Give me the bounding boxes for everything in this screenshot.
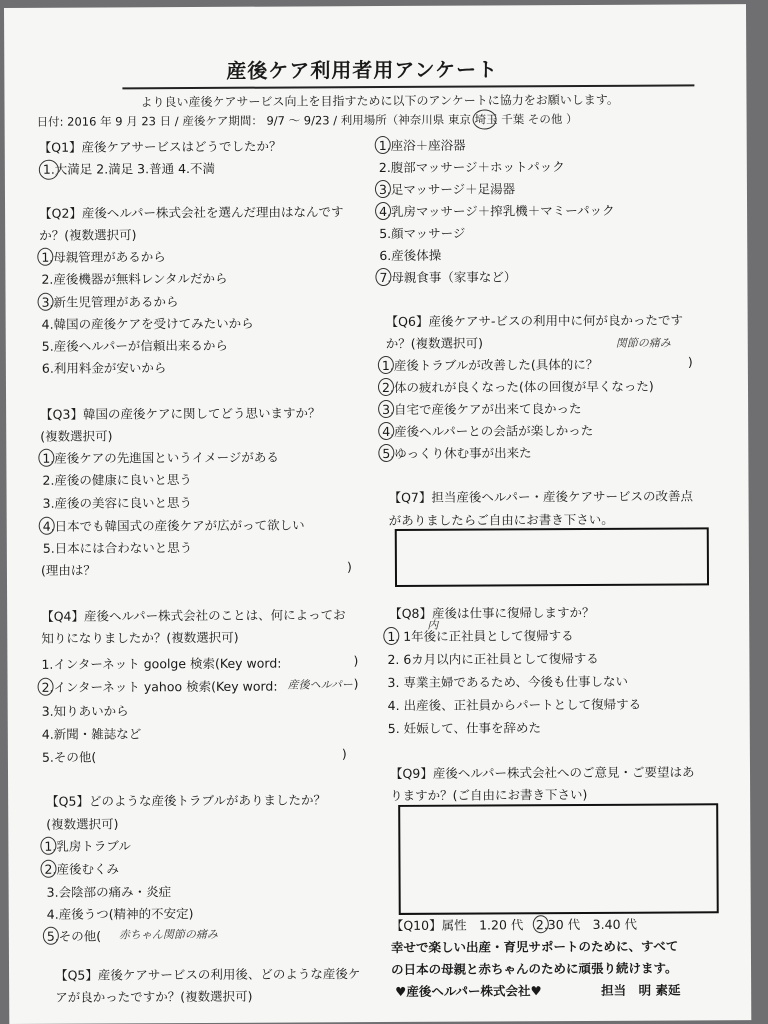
service-item: 4.乳房マッサージ＋搾乳機＋マミーパック [379,202,615,220]
q8-item: 3. 専業主婦であるため、今後も仕事しない [387,673,628,691]
q2-item: 1.母親管理があるから [41,249,166,265]
q3-reason-label: (理由は？ [40,562,96,578]
answer-circle [473,109,497,129]
q1-title: 【Q1】産後ケアサービスはどうでしたか？ [38,138,282,155]
q4-subtitle: 知りになりましたか？(複数選択可) [41,629,239,646]
title-rule [122,84,694,89]
service-item: 2.腹部マッサージ＋ホットパック [378,159,565,176]
q6-item: 2.体の疲れが良くなった(体の回復が早くなった) [381,378,654,396]
q3-item: 2.産後の健康に良いと思う [42,472,192,488]
q6-item: 4.産後ヘルパーとの会話が楽しかった [382,422,594,440]
q9-answer-box[interactable] [398,803,719,915]
q5-item: 2.産後むくみ [44,861,119,877]
q1-options: 1.大満足 2.満足 3.普通 4.不満 [42,160,216,177]
answer-circle [38,678,54,696]
q4-item: 5.その他( [41,749,97,765]
q4-handwritten-keyword: 産後ヘルパー [287,678,353,692]
q9-subtitle: りますか？(ご自由にお書き下さい) [390,786,588,803]
answer-circle [375,268,391,286]
service-item: 5.顔マッサージ [379,225,466,242]
q8-title: 【Q8】産後は仕事に復帰しますか？ [389,604,595,621]
q3-item: 4.日本でも韓国式の産後ケアが広がって欲しい [42,517,305,534]
q5-item: 3.会陰部の痛み・炎症 [46,884,172,900]
answer-circle [375,136,391,154]
q5-item: 1.乳房トラブル [44,838,131,854]
q5b-title: 【Q5】産後ケアサービスの利用後、どのような産後ケ [55,966,361,983]
q2-item: 4.韓国の産後ケアを受けてみたいから [41,315,254,332]
q6-close: ) [687,354,693,370]
q7-subtitle: がありましたらご自由にお書き下さい。 [388,511,614,528]
answer-circle [378,400,394,418]
q5-subtitle: (複数選択可) [46,816,119,832]
answer-circle [378,422,394,440]
answer-circle [38,449,54,467]
page-title: 産後ケア利用者用アンケート [226,57,499,83]
q9-title: 【Q9】産後ヘルパー株式会社へのご意見・ご要望はあ [389,764,695,781]
q3-item: 5.日本には合わないと思う [42,540,193,556]
q7-answer-box[interactable] [395,527,709,587]
q5b-subtitle: アが良かったですか？(複数選択可) [55,988,253,1005]
q8-item: 4. 出産後、正社員からパートとして復帰する [387,696,642,714]
service-item: 1.座浴＋座浴器 [378,137,466,154]
answer-circle [375,202,391,220]
answer-circle [383,627,399,645]
answer-circle [37,293,53,311]
q4-close: ) [341,746,347,762]
q3-item: 3.産後の美容に良いと思う [42,495,193,511]
answer-circle [533,915,549,933]
q6-item: 5.ゆっくり休む事が出来た [382,445,532,462]
answer-circle [39,160,59,180]
q3-item: 1.産後ケアの先進国というイメージがある [42,449,279,466]
closing-message: 幸せで楽しい出産・育児サポートのために、すべて [390,938,679,955]
q5-item: 5.その他( [46,928,102,944]
q4-close: ) [353,676,359,692]
q5-title: 【Q5】どのような産後トラブルがありましたか？ [46,792,326,809]
answer-circle [37,248,53,266]
q8-item: 1. 1年後に正社員として復帰する [387,628,574,645]
q6-item: 1.産後トラブルが改善した(具体的に？ [381,356,599,374]
answer-circle [40,860,56,878]
service-item: 6.産後体操 [379,247,442,264]
q6-title: 【Q6】産後ケアサ-ビスの利用中に何が良かったです [385,312,683,330]
closing-message: の日本の母親と赤ちゃんのために頑張り続けます。 [391,960,678,977]
q4-item: 1.インターネット goolge 検索(Key word: [41,655,282,672]
q10-attribute: 【Q10】属性 1.20 代 2.30 代 3.40 代 [390,916,638,933]
q2-item: 3.新生児管理があるから [41,294,179,310]
answer-circle [378,356,394,374]
q2-item: 2.産後機器が無料レンタルだから [41,270,228,287]
staff-name: 担当 明 素延 [601,982,681,998]
q3-title: 【Q3】韓国の産後ケアに関してどう思いますか？ [40,405,321,422]
q4-item: 2.インターネット yahoo 検索(Key word: [41,678,278,695]
q6-subtitle: か？(複数選択可) [385,335,484,352]
q5-handwritten-other: 赤ちゃん関節の痛み [118,927,218,942]
q2-item: 5.産後ヘルパーが信頼出来るから [41,337,228,354]
q4-close: ) [353,653,359,669]
answer-circle [43,927,59,945]
answer-circle [40,837,56,855]
company-name: ♥産後ヘルパー株式会社♥ [395,983,542,999]
q2-subtitle: か？(複数選択可) [39,227,137,243]
q4-item: 4.新聞・雑誌など [41,726,142,742]
q6-item: 3.自宅で産後ケアが出来て良かった [382,400,582,418]
survey-sheet [4,4,751,1024]
q2-item: 6.利用料金が安いから [41,360,167,376]
q2-title: 【Q2】産後ヘルパー株式会社を選んだ理由はなんです [39,204,344,221]
q8-handwritten: 内 [427,618,439,632]
answer-circle [378,444,394,462]
answer-circle [378,378,394,396]
service-item: 7.母親食事（家事など） [379,269,517,286]
q8-item: 2. 6カ月以内に正社員として復帰する [387,650,599,668]
date-line: 日付: 2016 年 9 月 23 日 / 産後ケア期間： 9/7 〜 9/23 / 利用場所（神奈川県 東京 埼玉 千葉 その他 ） [36,111,578,129]
q5-item: 4.産後うつ(精神的不安定) [46,906,194,922]
service-item: 3.足マッサージ＋足湯器 [378,181,516,198]
q4-item: 3.知りあいから [41,703,129,719]
answer-circle [39,517,55,535]
intro-text: より良い産後ケアサービス向上を目指すために以下のアンケートに協力をお願いします。 [140,92,619,110]
q6-handwritten-note: 関節の痛み [615,336,671,350]
q3-subtitle: (複数選択可) [40,428,113,444]
q4-title: 【Q4】産後ヘルパー株式会社のことは、何によってお [41,607,346,624]
q8-item: 5. 妊娠して、仕事を辞めた [387,720,541,737]
q7-title: 【Q7】担当産後ヘルパー・産後ケアサービスの改善点 [388,488,694,505]
answer-circle [375,180,391,198]
q3-reason-close: ) [346,559,352,575]
